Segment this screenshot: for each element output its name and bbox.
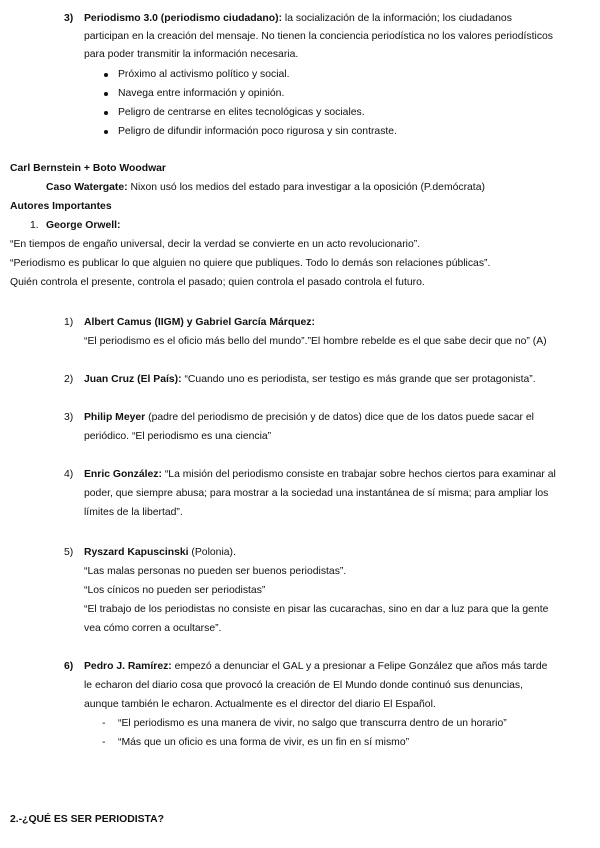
list-number: 6) [64, 661, 74, 672]
quote-line: “Las malas personas no pueden ser buenos periodistas”. [84, 566, 347, 577]
list-number: 5) [64, 547, 74, 558]
author-name: Ryszard Kapuscinski [84, 547, 189, 558]
bullet-item: Peligro de centrarse en elites tecnológicas y sociales. [118, 107, 365, 118]
dash-marker: - [102, 718, 106, 729]
quote-line: “Más que un oficio es una forma de vivir, es un fin en sí mismo” [118, 737, 410, 748]
list-number: 4) [64, 469, 74, 480]
paragraph-line: participan en la creación del mensaje. No tienen la conciencia periodística no los valores periodísticos [84, 31, 553, 42]
dash-marker: - [102, 737, 106, 748]
author-name: Pedro J. Ramírez: [84, 661, 172, 672]
paragraph-line: periódico. “El periodismo es una ciencia” [84, 431, 272, 442]
quote-line: “Los cínicos no pueden ser periodistas” [84, 585, 266, 596]
case-text: Nixon usó los medios del estado para investigar a la oposición (P.demócrata) [127, 182, 485, 193]
bullet-icon [104, 111, 108, 115]
author-name: Juan Cruz (El País): [84, 374, 182, 385]
item-text: empezó a denunciar el GAL y a presionar a Felipe González que años más tarde [171, 661, 548, 672]
list-number: 3) [64, 13, 74, 24]
paragraph-line [84, 546, 236, 559]
list-number: 3) [64, 412, 74, 423]
paragraph-line: poder, que siempre abusa; para mostrar a la sociedad una instantánea de sí misma; para ampliar los [84, 488, 549, 499]
item-title: Periodismo 3.0 (periodismo ciudadano): [84, 13, 283, 24]
bullet-icon [104, 92, 108, 96]
quote-line: vea cómo corren a ocultarse”. [84, 623, 222, 634]
quote-line: “El trabajo de los periodistas no consiste en pisar las cucarachas, sino en dar a luz para que la gente [84, 604, 549, 615]
paragraph-line [84, 12, 512, 25]
author-name: George Orwell: [46, 220, 121, 231]
paragraph-line [84, 411, 534, 424]
section-title: Carl Bernstein + Boto Woodwar [10, 163, 166, 174]
list-number: 2) [64, 374, 74, 385]
quote-line: Quién controla el presente, controla el pasado; quien controla el pasado controla el futuro. [10, 277, 425, 288]
case-label: Caso Watergate: [46, 182, 128, 193]
quote-line: “En tiempos de engaño universal, decir la verdad se convierte en un acto revolucionario”. [10, 239, 421, 250]
paragraph-line [84, 468, 556, 481]
section-heading: Autores Importantes [10, 201, 112, 212]
paragraph-line: aunque también le echaron. Actualmente es el director del diario El Español. [84, 699, 436, 710]
paragraph-line: le echaron del diario cosa que provocó la creación de El Mundo donde continuó sus denuncias, [84, 680, 524, 691]
section-heading: 2.-¿QUÉ ES SER PERIODISTA? [10, 814, 164, 825]
bullet-icon [104, 73, 108, 77]
paragraph-line [84, 373, 536, 386]
bullet-item: Navega entre información y opinión. [118, 88, 285, 99]
paragraph-line [84, 660, 547, 673]
item-text: (padre del periodismo de precisión y de datos) dice que de los datos puede sacar el [145, 412, 534, 423]
quote-line: “El periodismo es el oficio más bello del mundo”.”El hombre rebelde es el que sabe decir que no” (A) [84, 336, 547, 347]
bullet-item: Peligro de difundir información poco rigurosa y sin contraste. [118, 126, 397, 137]
item-text: (Polonia). [188, 547, 236, 558]
quote-text: “La misión del periodismo consiste en trabajar sobre hechos ciertos para examinar al [161, 469, 556, 480]
list-number: 1) [64, 317, 74, 328]
bullet-icon [104, 130, 108, 134]
quote-line: “Periodismo es publicar lo que alguien no quiere que publiques. Todo lo demás son relaciones públicas”. [10, 258, 491, 269]
item-text: la socialización de la información; los ciudadanos [282, 13, 512, 24]
paragraph-line: para poder transmitir la información necesaria. [84, 49, 299, 60]
author-name: Albert Camus (IIGM) y Gabriel García Márquez: [84, 317, 315, 328]
bullet-item: Próximo al activismo político y social. [118, 69, 290, 80]
quote-text: “Cuando uno es periodista, ser testigo es más grande que ser protagonista”. [181, 374, 536, 385]
list-number: 1. [30, 220, 39, 231]
author-name: Enric González: [84, 469, 162, 480]
paragraph-line [46, 181, 485, 194]
author-name: Philip Meyer [84, 412, 146, 423]
paragraph-line: límites de la libertad”. [84, 507, 183, 518]
quote-line: “El periodismo es una manera de vivir, no salgo que transcurra dentro de un horario” [118, 718, 507, 729]
